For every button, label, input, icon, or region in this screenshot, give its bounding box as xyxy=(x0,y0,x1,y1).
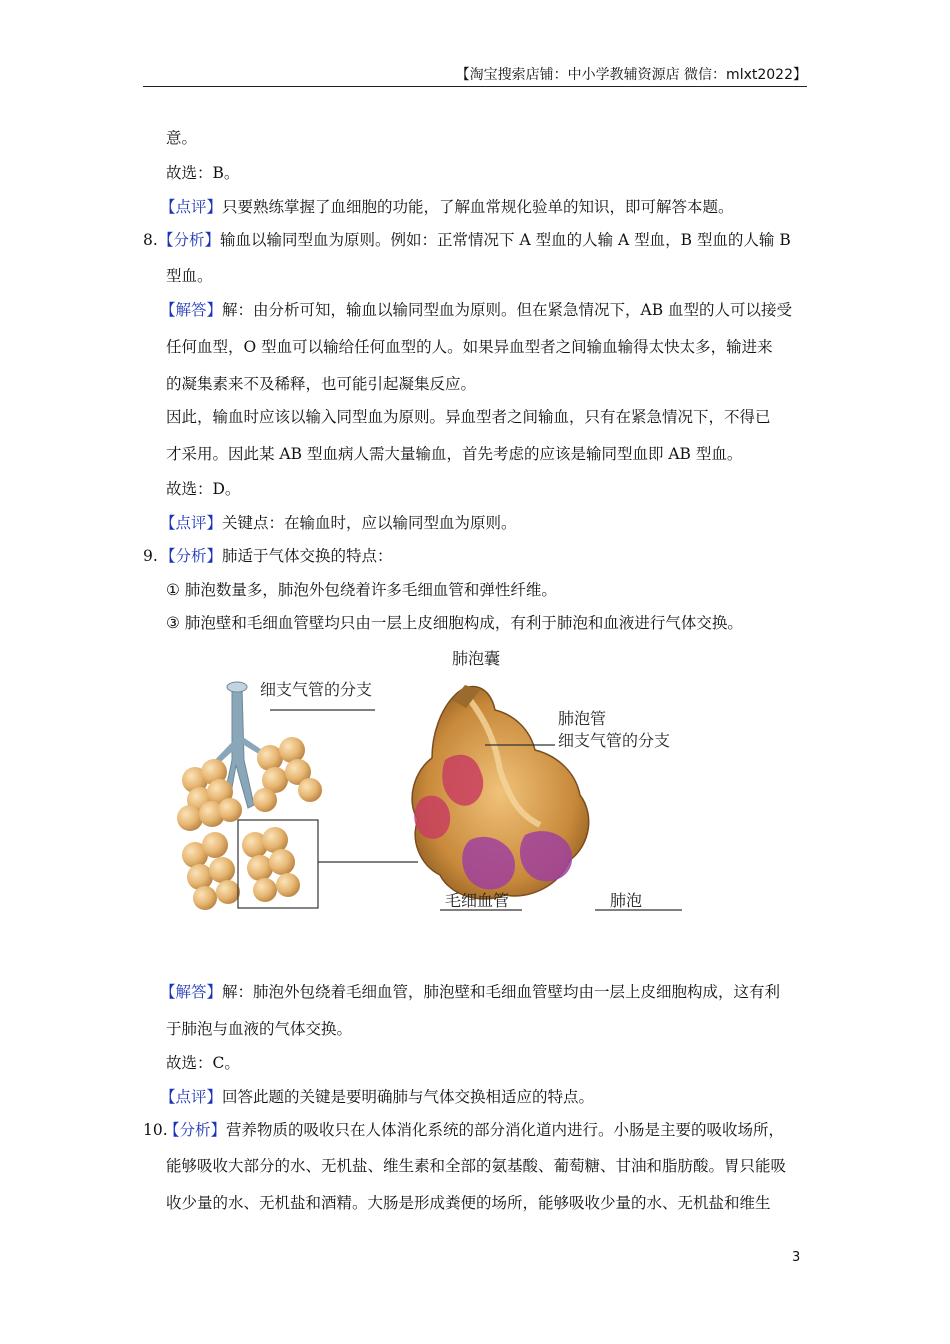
question-number: 8. xyxy=(143,231,158,249)
comment-line xyxy=(160,513,517,533)
answer-text: 解：由分析可知，输血以输同型血为原则。但在紧急情况下，AB 血型的人可以接受 xyxy=(222,301,793,319)
analysis-line xyxy=(164,1120,784,1140)
answer-tag: 【解答】 xyxy=(160,983,223,1001)
circled-marker: ① xyxy=(166,581,180,599)
answer-text: 解：肺泡外包绕着毛细血管，肺泡壁和毛细血管壁均由一层上皮细胞构成，这有利 xyxy=(222,983,781,1001)
comment-text: 关键点：在输血时，应以输同型血为原则。 xyxy=(222,514,517,532)
text-line: 故选：D。 xyxy=(166,480,241,498)
point-text: 肺泡壁和毛细血管壁均只由一层上皮细胞构成，有利于肺泡和血液进行气体交换。 xyxy=(184,614,743,632)
analysis-text: 营养物质的吸收只在人体消化系统的部分消化道内进行。小肠是主要的吸收场所， xyxy=(226,1121,785,1139)
question-number: 10. xyxy=(143,1121,168,1139)
label-sac: 肺泡囊 xyxy=(452,649,501,668)
question-number: 9. xyxy=(143,547,158,565)
analysis-line xyxy=(160,546,393,566)
point-line xyxy=(166,613,743,633)
analysis-text: 肺适于气体交换的特点： xyxy=(222,547,393,565)
point-line xyxy=(166,580,557,600)
text-line: 因此，输血时应该以输入同型血为原则。异血型者之间输血，只有在紧急情况下，不得已 xyxy=(166,408,771,426)
analysis-tag: 【分析】 xyxy=(158,231,221,249)
analysis-text: 输血以输同型血为原则。例如：正常情况下 A 型血的人输 A 型血，B 型血的人输 B xyxy=(220,231,791,249)
alveolar-cluster-upper-right xyxy=(253,737,322,812)
label-branch-left: 细支气管的分支 xyxy=(260,680,373,699)
page-number: 3 xyxy=(792,1250,801,1265)
circled-marker: ③ xyxy=(166,614,180,632)
label-duct: 肺泡管 xyxy=(558,709,607,728)
text-line: 任何血型，O 型血可以输给任何血型的人。如果异血型者之间输血输得太快太多，输进来 xyxy=(166,338,773,356)
text-line: 故选：C。 xyxy=(166,1054,240,1072)
label-alveolus: 肺泡 xyxy=(610,891,643,910)
comment-line xyxy=(160,1087,594,1107)
text-line: 能够吸收大部分的水、无机盐、维生素和全部的氨基酸、葡萄糖、甘油和脂肪酸。胃只能吸 xyxy=(166,1157,787,1175)
text-line: 才采用。因此某 AB 型血病人需大量输血，首先考虑的应该是输同型血即 AB 型血。 xyxy=(166,445,743,463)
page-header xyxy=(143,62,807,87)
text-line: 的凝集素来不及稀释，也可能引起凝集反应。 xyxy=(166,375,477,393)
text-line: 意。 xyxy=(166,129,198,147)
comment-tag: 【点评】 xyxy=(160,1088,223,1106)
lung-alveoli-figure xyxy=(170,640,730,940)
analysis-line xyxy=(158,230,791,250)
comment-tag: 【点评】 xyxy=(160,198,223,216)
header-text: 【淘宝搜索店铺：中小学教辅资源店 微信：mlxt2022】 xyxy=(455,67,807,83)
label-capillary: 毛细血管 xyxy=(445,891,510,910)
label-branch-right: 细支气管的分支 xyxy=(558,731,671,750)
text-line: 收少量的水、无机盐和酒精。大肠是形成粪便的场所，能够吸收少量的水、无机盐和维生 xyxy=(166,1194,771,1212)
comment-tag: 【点评】 xyxy=(160,514,223,532)
answer-tag: 【解答】 xyxy=(160,301,223,319)
alveolar-cluster-lower xyxy=(182,827,300,910)
comment-text: 只要熟练掌握了血细胞的功能，了解血常规化验单的知识，即可解答本题。 xyxy=(222,198,734,216)
text-line: 故选：B。 xyxy=(166,164,240,182)
point-text: 肺泡数量多，肺泡外包绕着许多毛细血管和弹性纤维。 xyxy=(184,581,557,599)
text-line: 于肺泡与血液的气体交换。 xyxy=(166,1020,353,1038)
analysis-tag: 【分析】 xyxy=(164,1121,227,1139)
comment-text: 回答此题的关键是要明确肺与气体交换相适应的特点。 xyxy=(222,1088,595,1106)
answer-line xyxy=(160,982,780,1002)
text-line: 型血。 xyxy=(166,267,213,285)
answer-line xyxy=(160,300,792,320)
analysis-tag: 【分析】 xyxy=(160,547,223,565)
comment-line xyxy=(160,197,734,217)
